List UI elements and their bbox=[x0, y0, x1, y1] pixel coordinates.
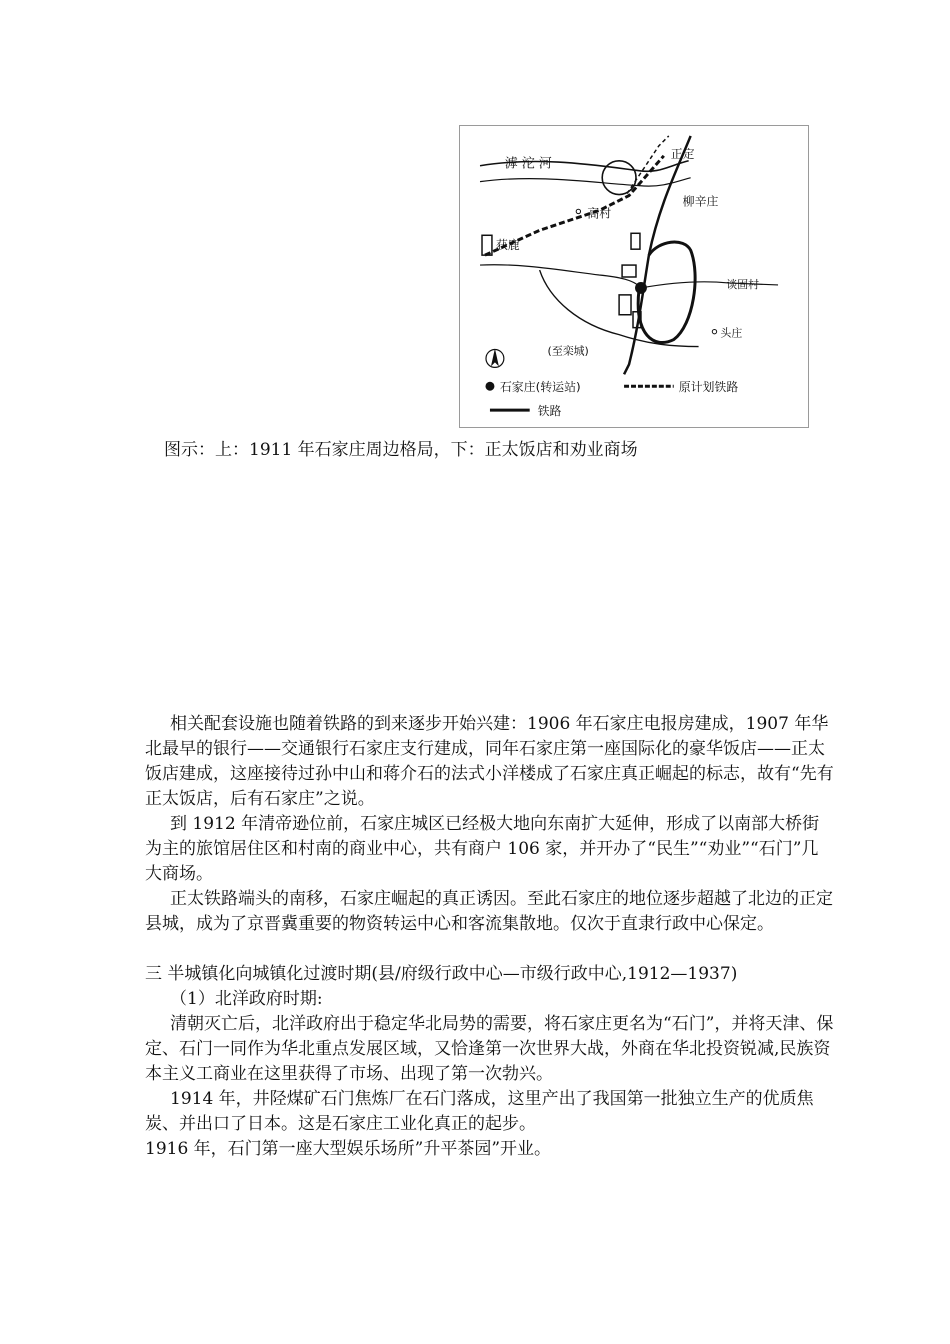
paragraph: 正太铁路端头的南移，石家庄崛起的真正诱因。至此石家庄的地位逐步超越了北边的正定县城，成为了京晋冀重要的物资转运中心和客流集散地。仅次于直隶行政中心保定。 bbox=[145, 889, 833, 934]
railway-loop bbox=[638, 242, 695, 343]
village-dot bbox=[576, 209, 580, 213]
map-label-river: 滹 沱 河 bbox=[504, 156, 552, 172]
last-line: 1916 年，石门第一座大型娱乐场所”升平茶园”开业。 bbox=[145, 1139, 552, 1159]
map-figure bbox=[459, 125, 809, 428]
section-heading: 三 半城镇化向城镇化过渡时期(县/府级行政中心—市级行政中心,1912—1937) bbox=[145, 964, 738, 984]
body-text-block-1 bbox=[145, 712, 835, 1162]
figure-caption: 图示：上：1911 年石家庄周边格局，下：正太饭店和劝业商场 bbox=[164, 440, 638, 460]
settlement-block bbox=[631, 233, 640, 249]
hand-drawn-map bbox=[460, 126, 808, 427]
settlement-block bbox=[482, 235, 492, 255]
legend-station-icon bbox=[485, 382, 494, 391]
station-dot bbox=[635, 282, 647, 294]
settlement-block bbox=[619, 295, 631, 315]
map-label-zhouyancun: 谈固村 bbox=[726, 277, 760, 291]
map-label-liulinzhuang: 柳辛庄 bbox=[682, 194, 719, 209]
map-label-to-luancheng: (至栾城) bbox=[547, 344, 589, 358]
legend-station-label: 石家庄(转运站) bbox=[499, 380, 581, 395]
map-label-zhengding: 正定 bbox=[670, 146, 695, 161]
paragraph: 清朝灭亡后，北洋政府出于稳定华北局势的需要，将石家庄更名为“石门”，并将天津、保定、石门一同作为华北重点发展区域，又恰逢第一次世界大战，外商在华北投资锐减,民族资本主义工商业在这里获得了市场、出现了第一次勃兴。 bbox=[145, 1014, 834, 1084]
map-label-huoquan: 获鹿 bbox=[495, 238, 520, 253]
north-arrow-needle bbox=[491, 349, 499, 367]
paragraph: 相关配套设施也随着铁路的到来逐步开始兴建：1906 年石家庄电报房建成，1907 年华北最早的银行——交通银行石家庄支行建成，同年石家庄第一座国际化的豪华饭店——正太饭店建成，这座接待过孙中山和蒋介石的法式小洋楼成了石家庄真正崛起的标志，故有“先有正太饭店，后有石家庄”之说。 bbox=[145, 714, 834, 809]
village-dot bbox=[712, 329, 716, 333]
subsection-heading: （1）北洋政府时期: bbox=[170, 989, 323, 1009]
settlement-block bbox=[622, 265, 636, 277]
zhengding-circle bbox=[602, 161, 636, 195]
paragraph: 1914 年，井陉煤矿石门焦炼厂在石门落成，这里产出了我国第一批独立生产的优质焦炭、并出口了日本。这是石家庄工业化真正的起步。 bbox=[145, 1089, 814, 1134]
river-line-lower bbox=[480, 178, 691, 186]
legend-planned-railway-label: 原计划铁路 bbox=[678, 380, 739, 395]
map-label-toulai: 头庄 bbox=[720, 326, 743, 340]
legend-railway-label: 铁路 bbox=[537, 404, 562, 419]
paragraph: 到 1912 年清帝逊位前，石家庄城区已经极大地向东南扩大延伸，形成了以南部大桥街为主的旅馆居住区和村南的商业中心，共有商户 106 家，并开办了“民生”“劝业”“石门”几大商场。 bbox=[145, 814, 820, 884]
road-west bbox=[480, 265, 641, 288]
map-label-gaocun: 高村 bbox=[587, 206, 612, 221]
